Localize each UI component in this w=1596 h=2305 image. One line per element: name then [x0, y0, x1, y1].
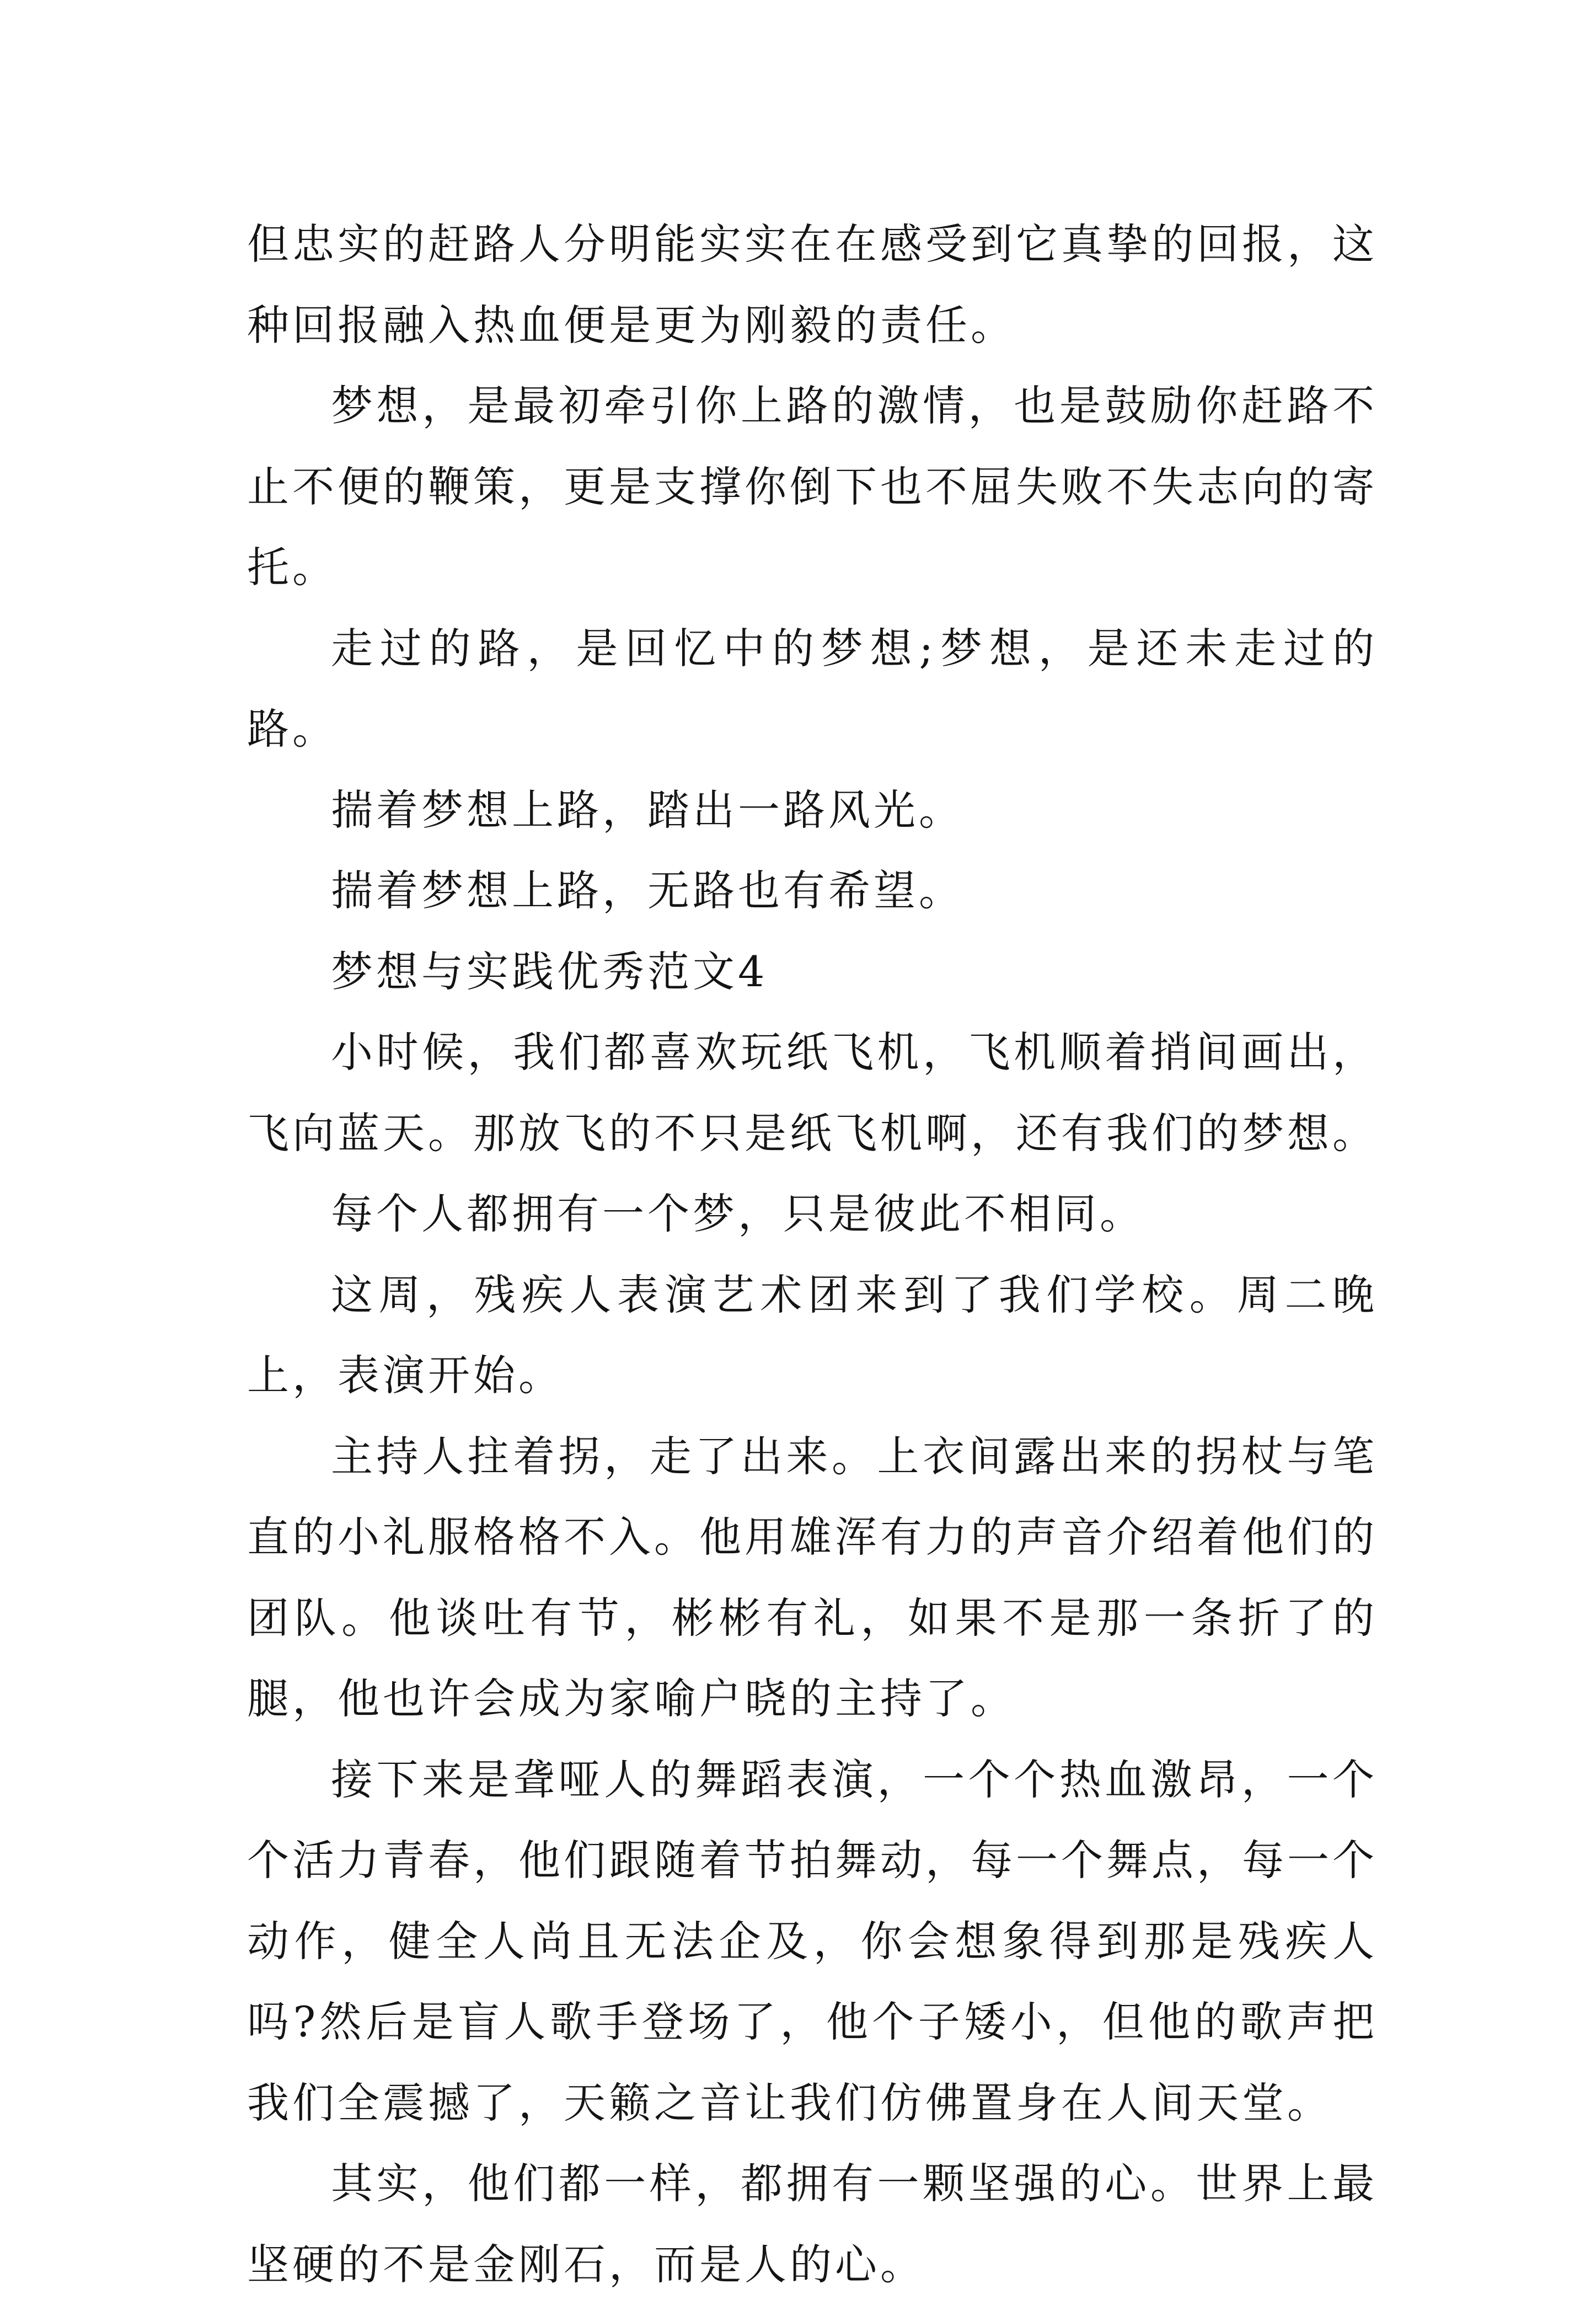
paragraph-5: 揣着梦想上路，无路也有希望。 — [331, 866, 964, 915]
paragraph-8: 每个人都拥有一个梦，只是彼此不相同。 — [331, 1189, 1145, 1238]
paragraph-4: 揣着梦想上路，踏出一路风光。 — [331, 785, 964, 835]
paragraph-10: 主持人拄着拐，走了出来。上衣间露出来的拐杖与笔直的小礼服格格不入。他用雄浑有力的声音介绍着他们的团队。他谈吐有节，彬彬有礼，如果不是那一条折了的腿，他也许会成为家喻户晓的主持了。 — [247, 1431, 1378, 1723]
paragraph-11: 接下来是聋哑人的舞蹈表演，一个个热血激昂，一个个活力青春，他们跟随着节拍舞动，每一个舞点，每一个动作，健全人尚且无法企及，你会想象得到那是残疾人吗?然后是盲人歌手登场了，他个子矮小，但他的歌声把我们全震撼了，天籁之音让我们仿佛置身在人间天堂。 — [247, 1755, 1378, 2127]
paragraph-1: 但忠实的赶路人分明能实实在在感受到它真挚的回报，这种回报融入热血便是更为刚毅的责任。 — [247, 220, 1378, 350]
document-body — [247, 204, 1378, 2305]
paragraph-7: 小时候，我们都喜欢玩纸飞机，飞机顺着捎间画出，飞向蓝天。那放飞的不只是纸飞机啊，还有我们的梦想。 — [247, 1028, 1378, 1158]
section-heading: 梦想与实践优秀范文4 — [331, 946, 768, 996]
paragraph-12: 其实，他们都一样，都拥有一颗坚强的心。世界上最坚硬的不是金刚石，而是人的心。 — [247, 2159, 1378, 2289]
paragraph-9: 这周，残疾人表演艺术团来到了我们学校。周二晚上，表演开始。 — [247, 1270, 1378, 1400]
paragraph-2: 梦想，是最初牵引你上路的激情，也是鼓励你赶路不止不便的鞭策，更是支撑你倒下也不屈失败不失志向的寄托。 — [247, 381, 1378, 592]
paragraph-3: 走过的路，是回忆中的梦想;梦想，是还未走过的路。 — [247, 623, 1378, 753]
